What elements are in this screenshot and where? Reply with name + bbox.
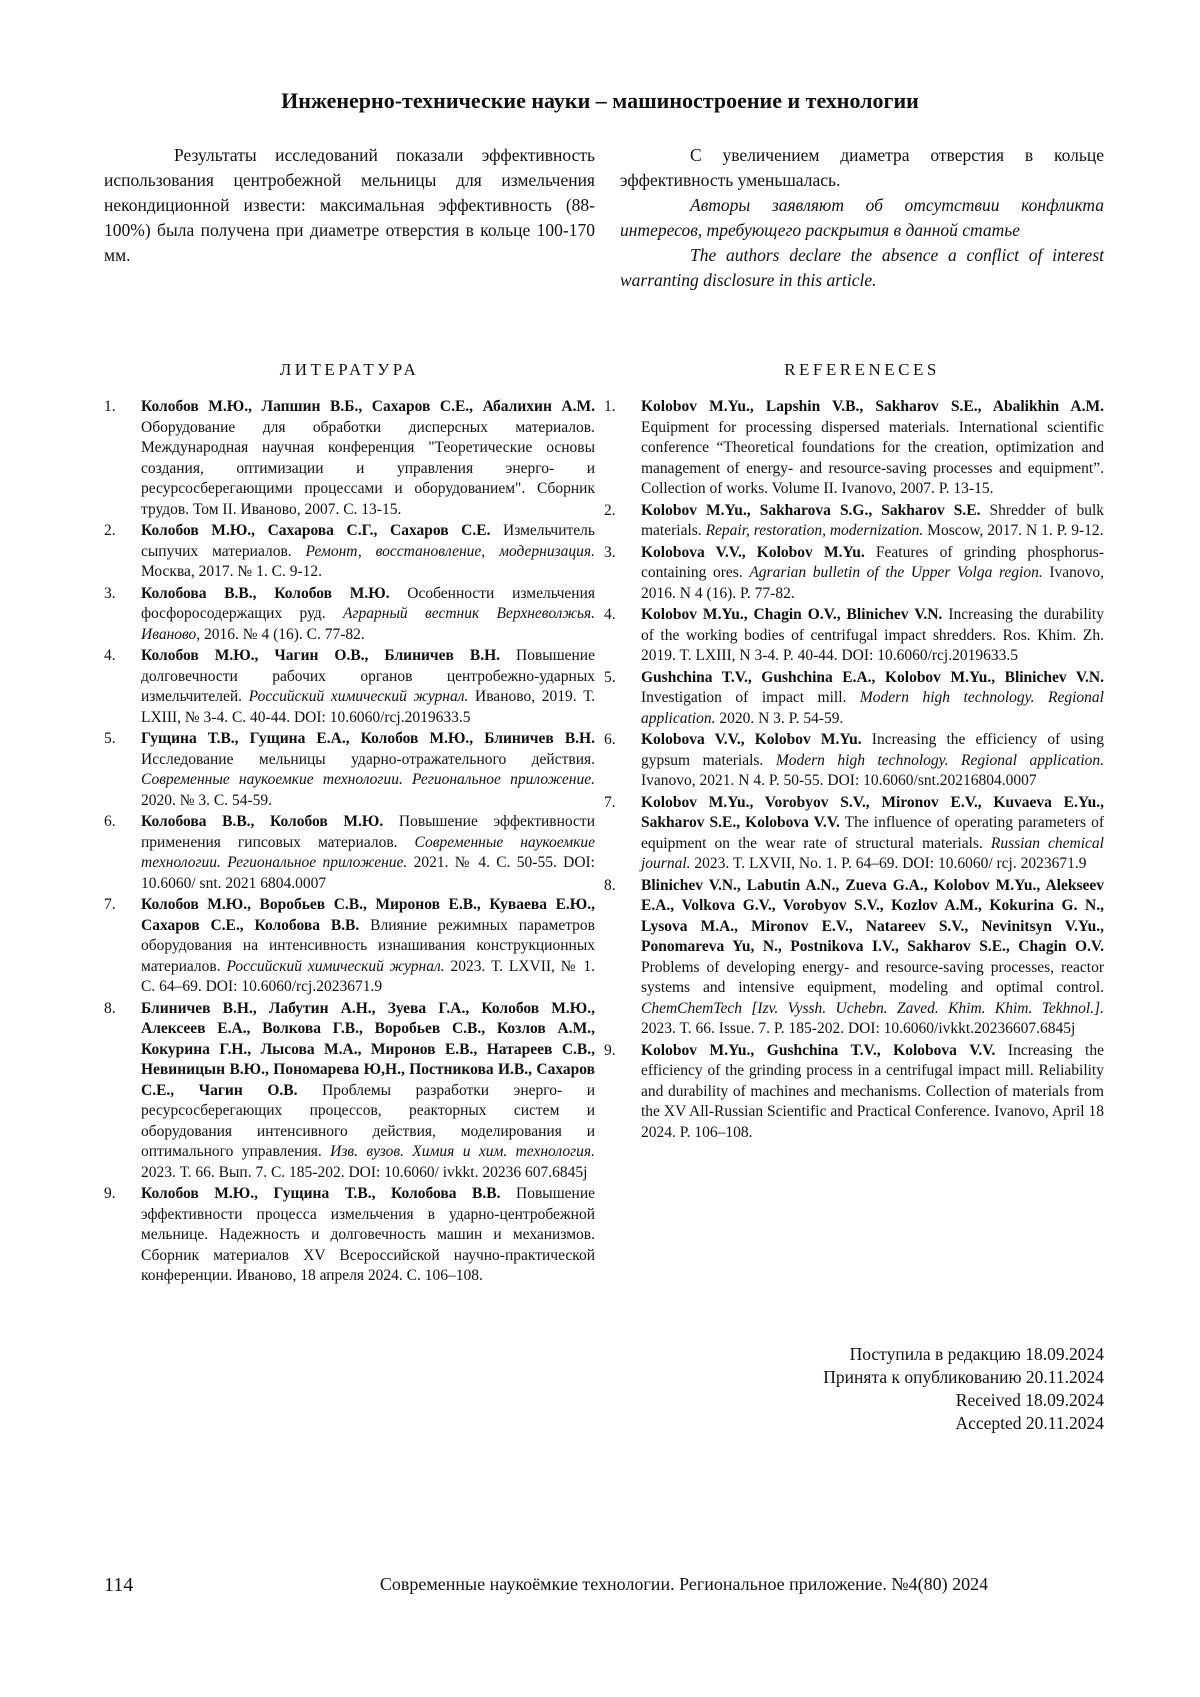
reference-number: 9. (104, 1185, 116, 1202)
page-footer (104, 1574, 1104, 1600)
reference-number: 5. (104, 730, 116, 747)
reference-authors: Колобов М.Ю., Сахарова С.Г., Сахаров С.Е. (141, 522, 491, 539)
reference-list-en (604, 397, 1104, 1144)
accepted-date-en: Accepted 20.11.2024 (955, 1413, 1104, 1433)
reference-journal: Современные наукоемкие технологии. Региональное приложение. (141, 771, 595, 788)
reference-authors: Колобов М.Ю., Воробьев С.В., Миронов Е.В., Куваева Е.Ю., Сахаров С.Е., Колобова В.В. (141, 896, 595, 934)
reference-authors: Kolobov M.Yu., Chagin O.V., Blinichev V.N. (641, 606, 943, 623)
reference-text: The influence of operating parameters of equipment on the wear rate of structural materials. (641, 814, 1105, 852)
reference-text: Повышение эффективности применения гипсовых материалов. (141, 813, 595, 851)
reference-text: Features of grinding phosphorus-containing ores. (641, 543, 1104, 581)
reference-text: 2023. T. LXVII, No. 1. P. 64–69. DOI: 10.6060/ rcj. 2023671.9 (690, 855, 1087, 872)
reference-number: 4. (604, 606, 616, 623)
intro-right-column (620, 143, 1104, 293)
reference-text: Особенности измельчения фосфоросодержащих руд. (141, 584, 595, 622)
reference-journal: Modern high technology. Regional application. (641, 689, 1104, 727)
reference-number: 8. (104, 999, 116, 1017)
reference-journal: Russian chemical journal. (641, 834, 1104, 872)
reference-item (104, 646, 595, 728)
reference-number: 7. (104, 896, 116, 913)
reference-text: Влияние режимных параметров оборудования на интенсивность изнашивания конструкционных материалов. (141, 916, 595, 975)
reference-journal: Ремонт, восстановление, модернизация. (305, 542, 595, 560)
reference-authors: Колобова В.В., Колобов М.Ю. (141, 584, 390, 602)
reference-authors: Kolobov M.Yu., Lapshin V.B., Sakharov S.E., Abalikhin A.M. (641, 398, 1104, 415)
reference-item (604, 793, 1104, 875)
reference-number: 5. (604, 668, 616, 686)
conflict-statement-en: The authors declare the absence a conflict of interest warranting disclosure in this article. (620, 245, 1104, 290)
conflict-statement-ru: Авторы заявляют об отсутствии конфликта интересов, требующего раскрытия в данной статье (620, 195, 1104, 240)
reference-number: 9. (604, 1041, 616, 1059)
accepted-date-ru: Принята к опубликованию 20.11.2024 (823, 1367, 1104, 1387)
reference-number: 4. (104, 647, 116, 664)
reference-authors: Blinichev V.N., Labutin A.N., Zueva G.A., Kolobov M.Yu., Alekseev E.A., Volkova G.V., Vorobyov S.V., Kozlov A.M., Kokurina G. N., Lysova M.A., Mironov E.V., Natareev S.V., Nevinitsyn V.Yu., Ponomareva Yu, N., Postnikova I.V., Sakharov S.E., Chagin O.V. (641, 876, 1104, 955)
reference-text: Moscow, 2017. N 1. P. 9-12. (923, 522, 1104, 539)
reference-journal: Modern high technology. Regional application. (775, 751, 1105, 769)
reference-text: Повышение эффективности процесса измельчения в ударно-центробежной мельнице. Надежность и долговечность машин и механизмов. Сборник материалов XV Всероссийской научно-практической конференции. Иваново, 18 апреля 2024. С. 106–108. (141, 1185, 595, 1284)
reference-text: 2021. № 4. С. 50-55. DOI: 10.6060/ snt. 2021 6804.0007 (141, 854, 595, 892)
reference-journal: Российский химический журнал. (226, 957, 445, 975)
references-title-en: REFERENECES (784, 360, 940, 379)
reference-text: 2020. № 3. С. 54-59. (141, 791, 273, 809)
reference-list-ru (104, 397, 595, 1288)
reference-number: 6. (604, 731, 616, 748)
reference-item (604, 605, 1104, 667)
reference-item (104, 584, 595, 646)
reference-item (604, 876, 1104, 1040)
reference-authors: Kolobov M.Yu., Gushchina T.V., Kolobova V.V. (641, 1041, 996, 1059)
reference-number: 3. (604, 543, 616, 561)
reference-number: 8. (604, 876, 616, 894)
reference-text: Equipment for processing dispersed materials. International scientific conference “Theoretical foundations for the creation, optimization and management of energy- and resource-saving processes and equipment”. Collection of works. Volume II. Ivanovo, 2007. P. 13-15. (641, 418, 1104, 497)
reference-text: Повышение долговечности рабочих органов центробежно-ударных измельчителей. (141, 647, 595, 705)
intro-left-column (104, 143, 595, 268)
reference-journal: Аграрный вестник Верхневолжья. Иваново, (141, 605, 595, 643)
reference-number: 6. (104, 813, 116, 830)
reference-authors: Gushchina T.V., Gushchina E.A., Kolobov M.Yu., Blinichev V.N. (641, 668, 1104, 686)
reference-text: Increasing the efficiency of the grinding process in a centrifugal impact mill. Reliability and durability of machines and mechanisms. Collection of materials from the XV All-Russian Scientific and Practical Conference. Ivanovo, April 18 2024. P. 106–108. (641, 1041, 1104, 1141)
reference-number: 1. (104, 398, 116, 415)
reference-item (604, 543, 1104, 605)
reference-text: 2020. N 3. P. 54-59. (715, 709, 844, 727)
reference-text: Shredder of bulk materials. (641, 501, 1105, 539)
reference-item (604, 1041, 1104, 1144)
reference-item (104, 999, 595, 1184)
reference-item (604, 397, 1104, 500)
reference-number: 2. (104, 522, 116, 539)
reference-item (604, 668, 1104, 730)
reference-text: 2016. № 4 (16). С. 77-82. (200, 625, 365, 643)
reference-authors: Kolobov M.Yu., Sakharova S.G., Sakharov S.E. (641, 501, 981, 519)
reference-text: Оборудование для обработки дисперсных материалов. Международная научная конференция "Теоретические основы создания, оптимизации и управления энерго- и ресурсосберегающими процессами и оборудованием". Сборник трудов. Том II. Иваново, 2007. С. 13-15. (141, 418, 595, 518)
reference-text: 2023. Т. LXVII, № 1. С. 64–69. DOI: 10.6060/rcj.2023671.9 (141, 957, 595, 995)
reference-authors: Колобов М.Ю., Лапшин В.Б., Сахаров С.Е., Абалихин А.М. (141, 398, 595, 415)
journal-footer: Современные наукоёмкие технологии. Региональное приложение. №4(80) 2024 (379, 1574, 989, 1594)
reference-authors: Kolobova V.V., Kolobov M.Yu. (641, 543, 865, 561)
reference-text: Ivanovo, 2021. N 4. P. 50-55. DOI: 10.6060/snt.20216804.0007 (641, 772, 1037, 789)
reference-authors: Колобова В.В., Колобов М.Ю. (141, 813, 384, 830)
reference-item (604, 730, 1104, 792)
reference-journal: Agrarian bulletin of the Upper Volga region. (749, 564, 1043, 581)
reference-number: 3. (104, 584, 116, 602)
reference-text: Москва, 2017. № 1. С. 9-12. (141, 563, 322, 580)
references-title-ru: ЛИТЕРАТУРА (279, 360, 420, 379)
reference-number: 7. (604, 793, 616, 811)
reference-authors: Kolobova V.V., Kolobov M.Yu. (641, 731, 862, 748)
running-head: Инженерно-технические науки – машиностроение и технологии (281, 88, 919, 113)
reference-item (104, 895, 595, 998)
reference-journal: Современные наукоемкие технологии. Региональное приложение. (141, 833, 596, 871)
intro-paragraph: С увеличением диаметра отверстия в кольце эффективность уменьшалась. (620, 145, 1104, 190)
reference-text: Problems of developing energy- and resource-saving processes, reactor systems and intensive equipment, modeling and optimal control. (641, 958, 1104, 996)
reference-item (104, 812, 595, 894)
reference-authors: Колобов М.Ю., Гущина Т.В., Колобова В.В. (141, 1185, 501, 1202)
reference-item (104, 397, 595, 520)
page-number: 114 (104, 1574, 134, 1596)
reference-text: Исследование мельницы ударно-отражательного действия. (141, 750, 595, 768)
reference-text: Increasing the efficiency of using gypsum materials. (641, 731, 1104, 769)
reference-authors: Блиничев В.Н., Лабутин А.Н., Зуева Г.А., Колобов М.Ю., Алексеев Е.А., Волкова Г.В., Воробьев С.В., Козлов А.М., Кокурина Г.Н., Лысова М.А., Миронов Е.В., Натареев С.В., Невиницын В.Ю., Пономарева Ю,Н., Постникова И.В., Сахаров С.Е., Чагин О.В. (141, 999, 595, 1099)
reference-journal: Repair, restoration, modernization. (705, 522, 924, 539)
reference-journal: Российский химический журнал. (248, 688, 469, 705)
intro-paragraph: Результаты исследований показали эффективность использования центробежной мельницы для измельчения некондиционной извести: максимальная эффективность (88-100%) была получена при диаметре отверстия в кольце 100-170 мм. (104, 145, 595, 265)
reference-number: 2. (604, 501, 616, 519)
reference-authors: Колобов М.Ю., Чагин О.В., Блиничев В.Н. (141, 647, 501, 664)
reference-text: Increasing the durability of the working bodies of centrifugal impact shredders. Ros. Khim. Zh. 2019. T. LXIII, N 3-4. P. 40-44. DOI: 10.6060/rcj.2019633.5 (641, 606, 1104, 664)
reference-text: Investigation of impact mill. (641, 689, 860, 706)
submission-dates (604, 1343, 1104, 1435)
reference-text: 2023. T. 66. Issue. 7. P. 185-202. DOI: 10.6060/ivkkt.20236607.6845j (641, 1020, 1076, 1037)
reference-journal: ChemChemTech [Izv. Vyssh. Uchebn. Zaved. Khim. Khim. Tekhnol.]. (641, 999, 1104, 1017)
reference-text: Ivanovo, 2016. N 4 (16). P. 77-82. (641, 564, 1104, 602)
received-date-ru: Поступила в редакцию 18.09.2024 (849, 1344, 1104, 1364)
reference-item (104, 729, 595, 811)
reference-text: Иваново, 2019. Т. LXIII, № 3-4. С. 40-44. DOI: 10.6060/rcj.2019633.5 (141, 688, 595, 726)
reference-text: Измельчитель сыпучих материалов. (141, 522, 595, 560)
reference-journal: Изв. вузов. Химия и хим. технология. (330, 1143, 595, 1160)
reference-item (104, 1184, 595, 1287)
reference-number: 1. (604, 398, 616, 415)
reference-authors: Kolobov M.Yu., Vorobyov S.V., Mironov E.V., Kuvaeva E.Yu., Sakharov S.E., Kolobova V.V. (641, 793, 1104, 831)
reference-text: Проблемы разработки энерго- и ресурсосберегающих процессов, реакторных систем и оборудования интенсивного действия, моделирования и оптимального управления. (141, 1081, 595, 1160)
reference-authors: Гущина Т.В., Гущина Е.А., Колобов М.Ю., Блиничев В.Н. (141, 730, 595, 747)
reference-text: 2023. Т. 66. Вып. 7. С. 185-202. DOI: 10.6060/ ivkkt. 20236 607.6845j (141, 1163, 588, 1181)
reference-item (104, 521, 595, 583)
reference-item (604, 501, 1104, 542)
received-date-en: Received 18.09.2024 (955, 1390, 1104, 1410)
